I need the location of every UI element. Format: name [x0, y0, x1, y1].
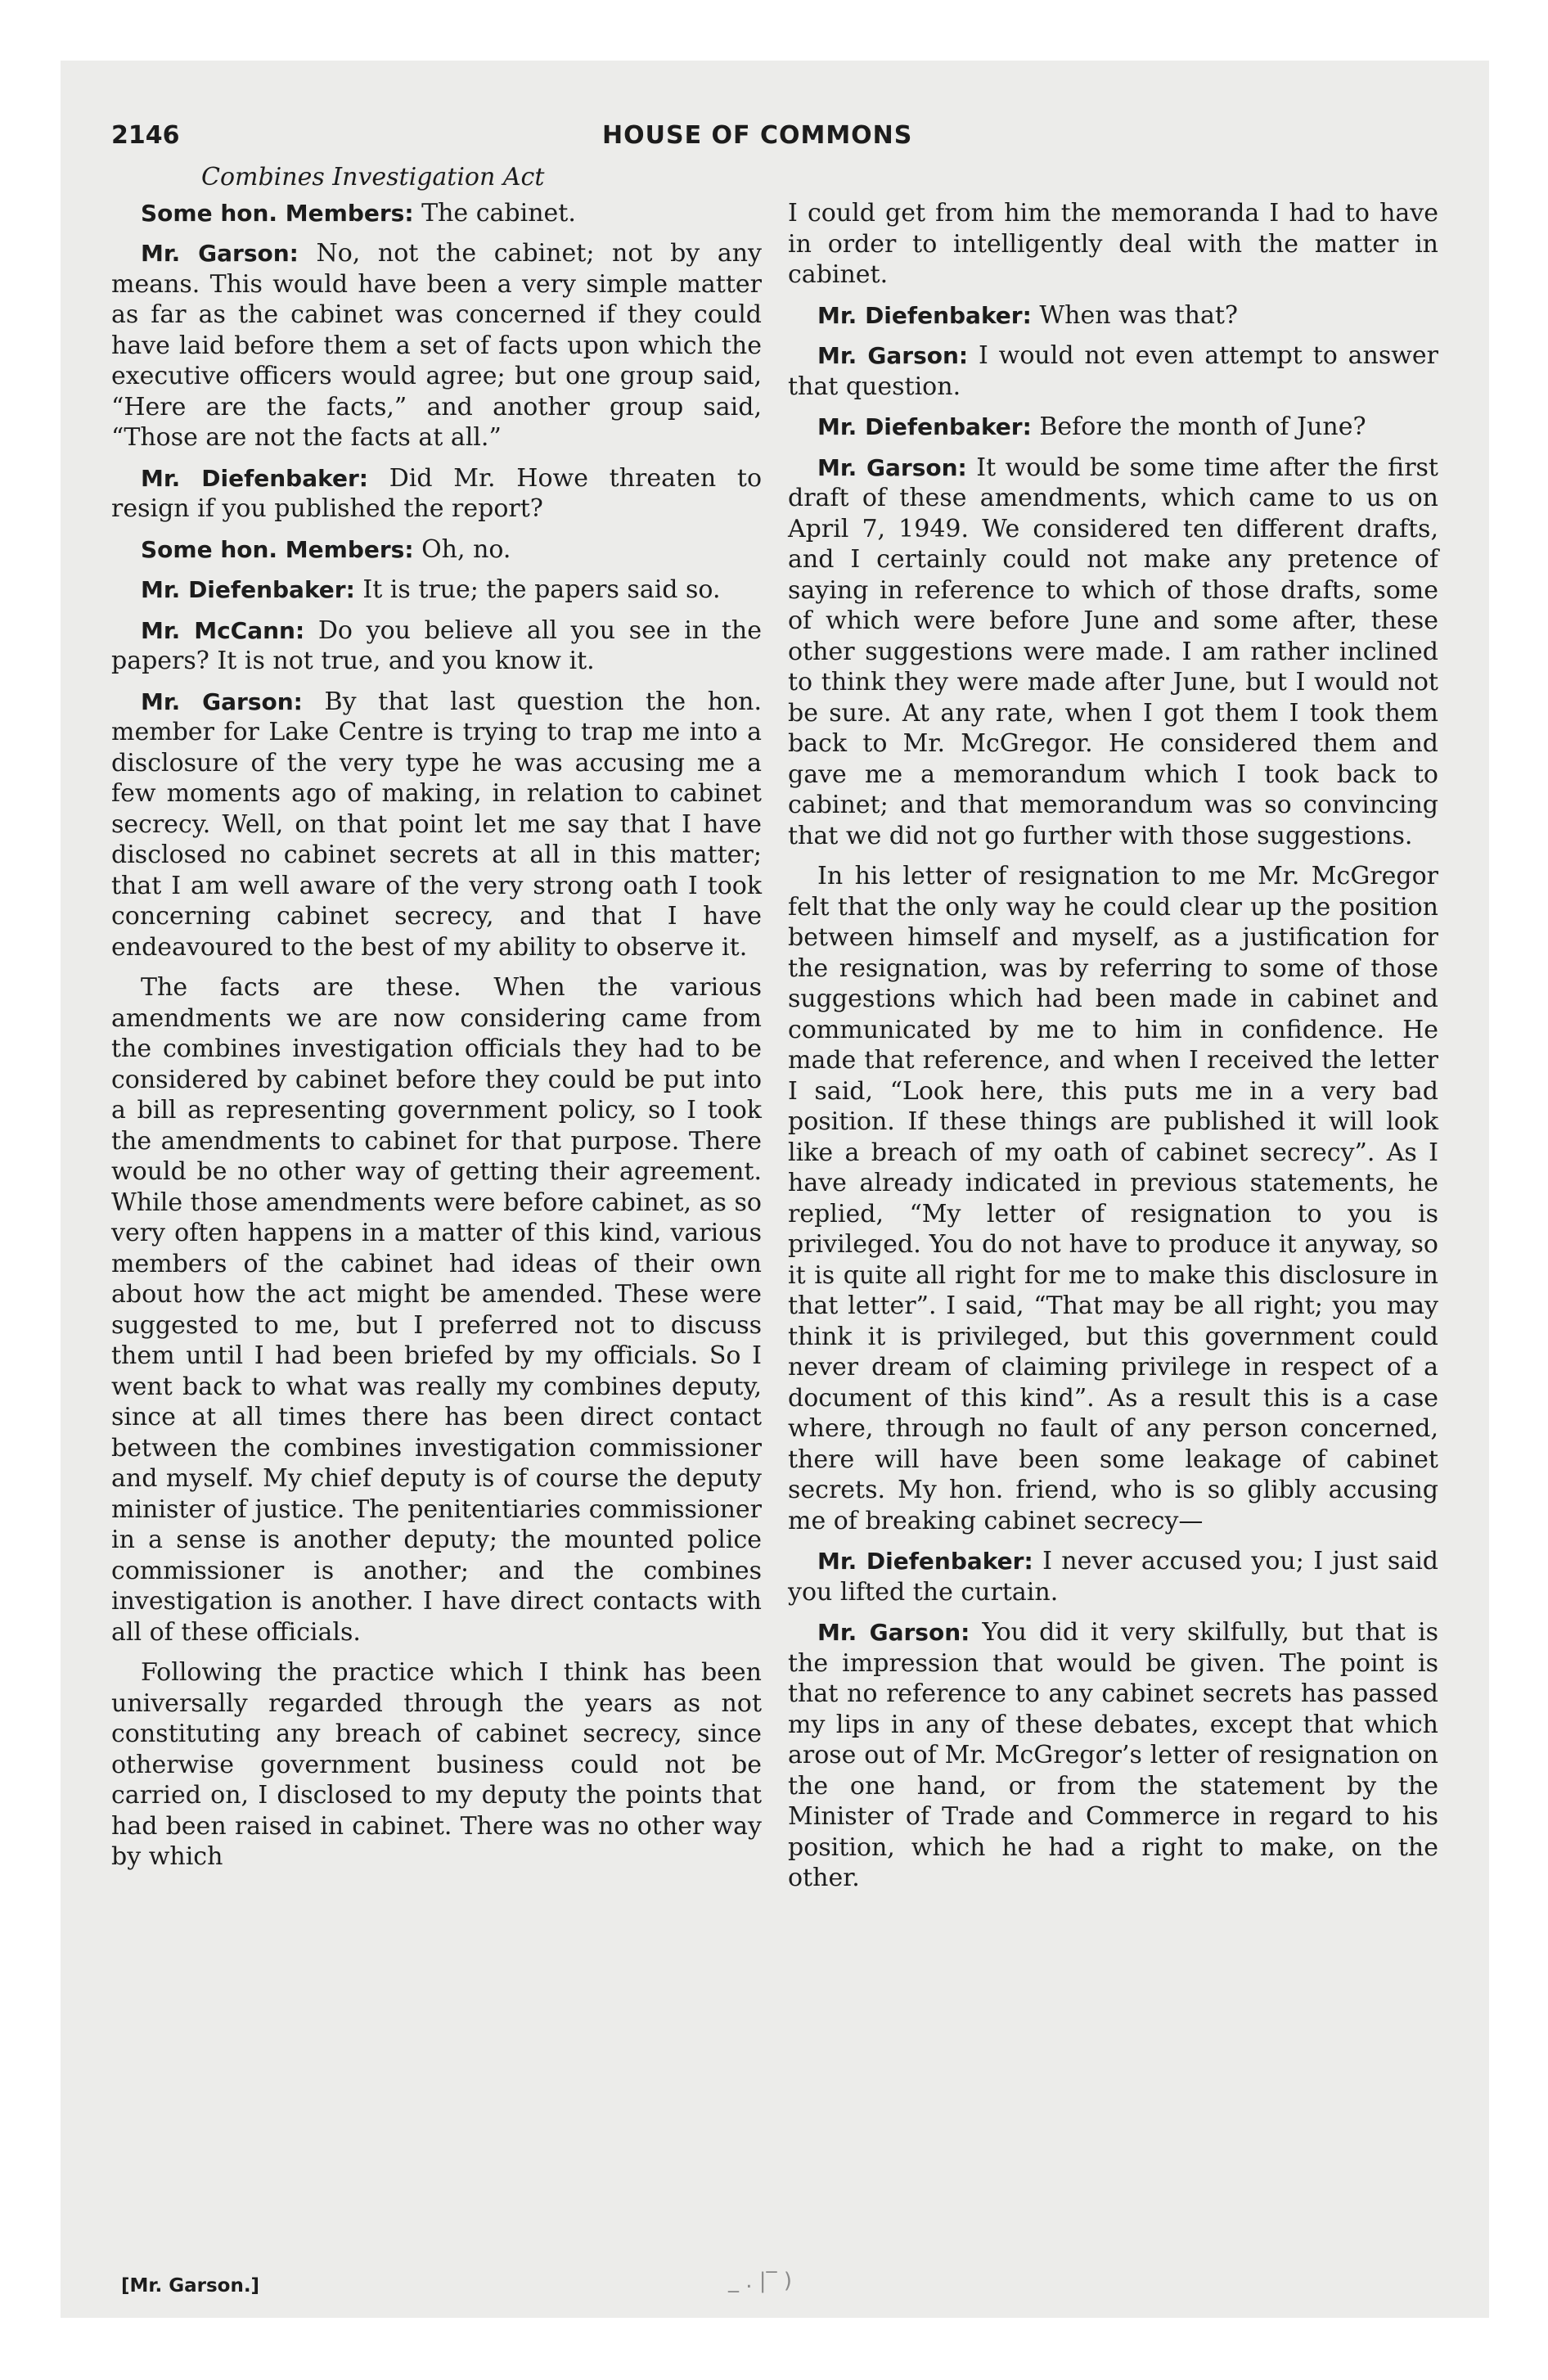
paragraph-text: Do you believe all you see in the papers? It is not true, and you know it.	[111, 615, 762, 675]
running-head: HOUSE OF COMMONS	[602, 121, 913, 150]
paragraph-text: Did Mr. Howe threaten to resign if you published the report?	[111, 463, 763, 523]
speaker-name: Mr. Diefenbaker:	[141, 464, 368, 492]
speaker-name: Mr. Diefenbaker:	[141, 576, 355, 603]
paragraph-text: I could get from him the memoranda I had to have in order to intelligently deal with the matter in cabinet.	[788, 199, 1438, 289]
speaker-name: Mr. Diefenbaker:	[817, 1548, 1033, 1575]
paragraph-text: Following the practice which I think has been universally regarded through the years as not constituting any breach of cabinet secrecy, since otherwise government business could not be carried on, I disclosed to my deputy the points that had been raised in cabinet. There was no other way by which	[111, 1658, 762, 1871]
paragraph	[788, 1546, 1438, 1607]
paragraph-text: It would be some time after the first draft of these amendments, which came to us on April 7, 1949. We considered ten different drafts, and I certainly could not make any pretence of saying in reference to which of those drafts, some of which were before June and some after, these other suggestions were made. I am rather inclined to think they were made after June, but I would not be sure. At any rate, when I got them I took them back to Mr. McGregor. He considered them and gave me a memorandum which I took back to cabinet; and that memorandum was so convincing that we did not go further with those suggestions.	[788, 453, 1438, 850]
paragraph	[111, 238, 762, 453]
paragraph	[111, 534, 762, 566]
speaker-name: Mr. McCann:	[141, 616, 305, 644]
speaker-name: Mr. Garson:	[141, 240, 299, 267]
paragraph	[111, 972, 762, 1648]
paragraph	[788, 300, 1438, 331]
paragraph	[111, 463, 762, 525]
paragraph	[788, 1617, 1438, 1894]
paragraph	[111, 687, 762, 963]
paragraph-text: By that last question the hon. member for Lake Centre is trying to trap me into a disclosure of the very type he was accusing me a few moments ago of making, in relation to cabinet secrecy. Well, on that point let me say that I have disclosed no cabinet secrets at all in this matter; that I am well aware of the very strong oath I took concerning cabinet secrecy, and that I have endeavoured to the best of my ability to observe it.	[111, 687, 762, 962]
paragraph-text: No, not the cabinet; not by any means. This would have been a very simple matter as far as the cabinet was concerned if they could have laid before them a set of facts upon which the executive officers would agree; but one group said, “Here are the facts,” and another group said, “Those are not the facts at all.”	[111, 239, 762, 452]
paragraph	[111, 615, 762, 677]
speaker-name: Some hon. Members:	[141, 199, 414, 227]
speaker-name: Some hon. Members:	[141, 535, 414, 563]
paragraph	[111, 198, 762, 229]
speaker-name: Mr. Diefenbaker:	[817, 413, 1032, 440]
paragraph	[111, 575, 762, 606]
paragraph-text: It is true; the papers said so.	[354, 575, 721, 604]
margin-mark: _ . |‾ )	[728, 2269, 792, 2293]
paragraph-text: The facts are these. When the various amendments we are now considering came from the combines investigation officials they had to be considered by cabinet before they could be put into a bill as representing government policy, so I took the amendments to cabinet for that purpose. There would be no other way of getting their agreement. While those amendments were before cabinet, as so very often happens in a matter of this kind, various members of the cabinet had ideas of their own about how the act might be amended. These were suggested to me, but I preferred not to discuss them until I had been briefed by my officials. So I went back to what was really my combines deputy, since at all times there has been direct contact between the combines investigation commissioner and myself. My chief deputy is of course the deputy minister of justice. The penitentiaries commissioner in a sense is another deputy; the mounted police commissioner is another; and the combines investigation is another. I have direct contacts with all of these officials.	[111, 973, 762, 1647]
page-number: 2146	[111, 121, 180, 150]
right-column	[788, 198, 1438, 1904]
paragraph	[788, 340, 1438, 402]
paragraph-text: Oh, no.	[413, 534, 511, 564]
paragraph	[788, 453, 1438, 852]
paragraph-text: The cabinet.	[413, 198, 576, 228]
paragraph-text: You did it very skilfully, but that is the impression that would be given. The point is that no reference to any cabinet secrets has passed my lips in any of these debates, except that which arose out of Mr. McGregor’s letter of resignation on the one hand, or from the statement by the Minister of Trade and Commerce in regard to his position, which he had a right to make, on the other.	[788, 1618, 1438, 1892]
paragraph	[788, 861, 1438, 1536]
paragraph-text: I would not even attempt to answer that question.	[788, 341, 1438, 401]
speaker-name: Mr. Garson:	[817, 1619, 970, 1646]
section-title: Combines Investigation Act	[201, 163, 545, 192]
paragraph-text: I never accused you; I just said you lifted the curtain.	[788, 1547, 1438, 1607]
paragraph-text: Before the month of June?	[1031, 412, 1366, 441]
paragraph	[788, 412, 1438, 443]
paragraph-text: When was that?	[1031, 300, 1239, 330]
paragraph	[788, 198, 1438, 291]
page-header	[111, 121, 1453, 162]
paragraph-text: In his letter of resignation to me Mr. McGregor felt that the only way he could clear up the position between himself and myself, as a justification for the resignation, was by referring to some of those suggestions which had been made in cabinet and communicated by me to him in confidence. He made that reference, and when I received the letter I said, “Look here, this puts me in a very bad position. If these things are published it will look like a breach of my oath of cabinet secrecy”. As I have already indicated in previous statements, he replied, “My letter of resignation to you is privileged. You do not have to produce it anyway, so it is quite all right for me to make this disclosure in that letter”. I said, “That may be all right; you may think it is privileged, but this government could never dream of claiming privilege in respect of a document of this kind”. As a result this is a case where, through no fault of any person concerned, there will have been some leakage of cabinet secrets. My hon. friend, who is so glibly accusing me of breaking cabinet secrecy—	[788, 862, 1438, 1535]
speaker-name: Mr. Garson:	[817, 453, 967, 481]
speaker-name: Mr. Garson:	[141, 687, 303, 715]
paragraph	[111, 1657, 762, 1873]
speaker-footer: [Mr. Garson.]	[121, 2275, 260, 2297]
left-column	[111, 162, 762, 1882]
speaker-name: Mr. Diefenbaker:	[817, 301, 1032, 329]
speaker-name: Mr. Garson:	[817, 342, 969, 369]
